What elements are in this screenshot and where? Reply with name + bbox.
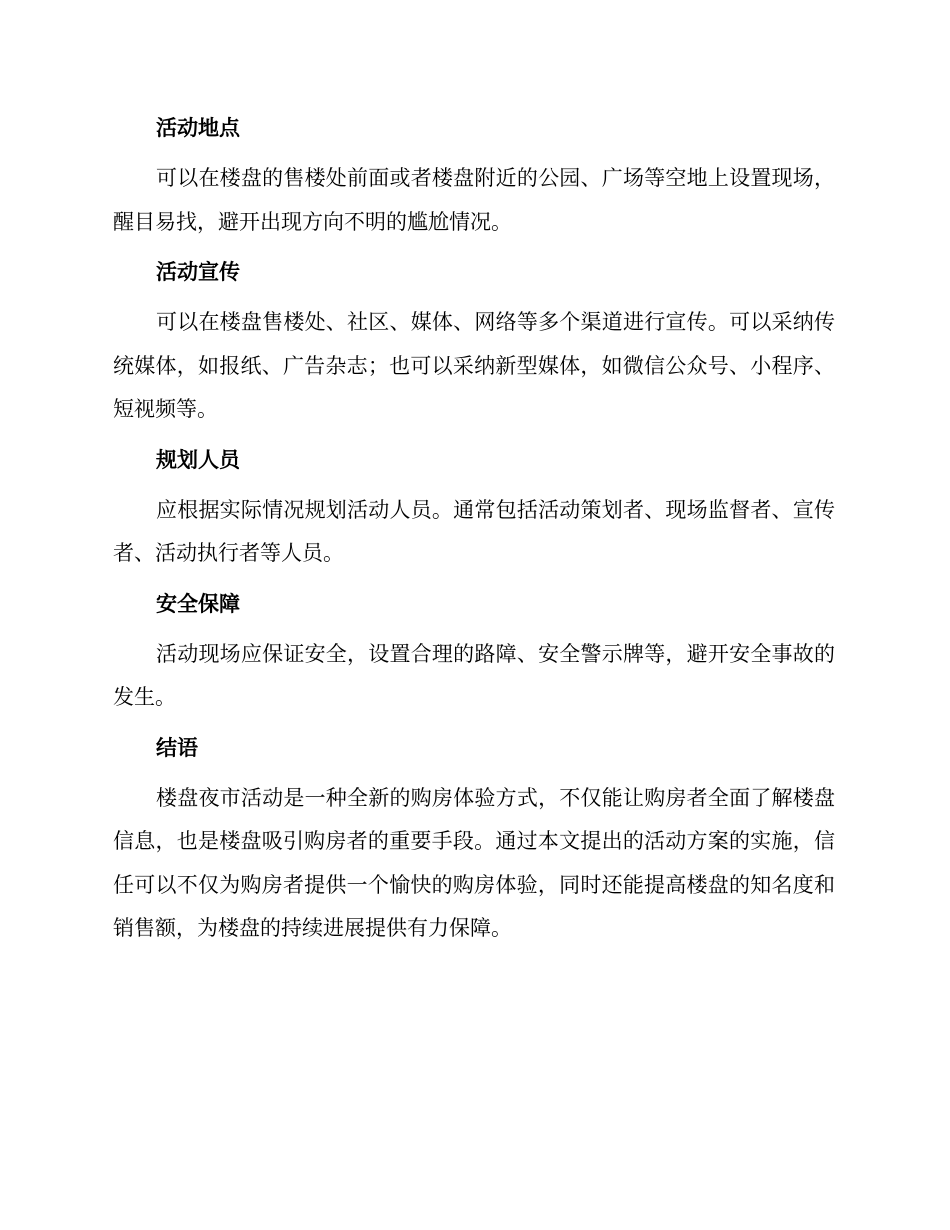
section-paragraph: 可以在楼盘的售楼处前面或者楼盘附近的公园、广场等空地上设置现场，醒目易找，避开出现方向不明的尴尬情况。 xyxy=(113,166,835,234)
section-conclusion xyxy=(113,733,835,951)
section-heading: 活动地点 xyxy=(156,116,240,140)
section-staff-planning xyxy=(113,445,835,589)
section-paragraph: 活动现场应保证安全，设置合理的路障、安全警示牌等，避开安全事故的发生。 xyxy=(113,641,835,709)
section-safety xyxy=(113,589,835,733)
section-heading: 安全保障 xyxy=(156,591,240,616)
section-activity-location xyxy=(113,113,835,257)
section-heading: 活动宣传 xyxy=(156,260,240,284)
section-heading: 结语 xyxy=(156,735,198,760)
section-paragraph: 可以在楼盘售楼处、社区、媒体、网络等多个渠道进行宣传。可以采纳传统媒体，如报纸、广告杂志；也可以采纳新型媒体，如微信公众号、小程序、短视频等。 xyxy=(113,310,835,421)
document-body xyxy=(113,113,835,951)
section-activity-promotion xyxy=(113,257,835,445)
section-heading: 规划人员 xyxy=(156,447,240,472)
section-paragraph: 应根据实际情况规划活动人员。通常包括活动策划者、现场监督者、宣传者、活动执行者等人员。 xyxy=(113,497,835,565)
section-paragraph: 楼盘夜市活动是一种全新的购房体验方式，不仅能让购房者全面了解楼盘信息，也是楼盘吸引购房者的重要手段。通过本文提出的活动方案的实施，信任可以不仅为购房者提供一个愉快的购房体验，同时还能提高楼盘的知名度和销售额，为楼盘的持续进展提供有力保障。 xyxy=(113,785,835,940)
